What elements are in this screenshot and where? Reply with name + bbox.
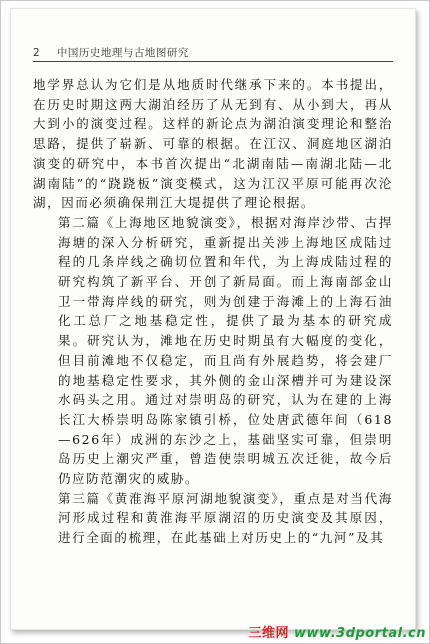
text-line: 为，滩地在历史时期虽有大幅度的变化，但目前滩地不 <box>58 333 393 368</box>
text-line: 北陆—北湖南陆”的“跷跷板”演变模式，这为江汉平 <box>33 155 393 191</box>
paragraph-1 <box>33 75 393 213</box>
site-watermark <box>248 622 426 641</box>
text-line: 进行全面的梳理，在此基础上对历史上的“九河”及其 <box>58 530 385 546</box>
book-title: 中国历史地理与古地图研究 <box>56 47 189 59</box>
header-rule <box>33 61 393 62</box>
document-page <box>10 8 416 630</box>
text-line: 仅稳定，而且尚有外展趋势，将会建厂的地基稳定性要 <box>58 352 393 388</box>
text-line: 据。 <box>286 195 316 211</box>
text-line: 原可能再次沦湖，因而必须确保荆江大堤提供了理论根 <box>33 175 393 211</box>
text-line: 第二篇《上海地区地貌演变》，根据对海岸沙带、古 <box>58 214 379 230</box>
text-line: 在历史时期这两大湖泊经历了从无到有、从小到大，再 <box>33 96 379 112</box>
watermark-url: www.3dportal.cn <box>294 626 426 641</box>
paragraph-3 <box>33 489 393 548</box>
text-line: 海河形成过程和黄淮海平原湖沼的历史演变及其原因， <box>58 490 393 526</box>
text-line: 程的几条岸线之确切位置和年代，为上海成陆过程的研 <box>58 254 393 290</box>
text-line: 区湖泊演变的研究中，本书首次提出“北湖南陆—南湖 <box>33 136 393 171</box>
text-line: 求，其外侧的金山深槽并可为建设深水码头之用。通过 <box>58 372 393 408</box>
text-line: 捍海塘的深入分析研究，重新提出关涉上海地区成陆过 <box>58 214 393 250</box>
text-line: 镇引桥，位处唐武德年间（618—626年）成洲的东沙之 <box>58 411 394 447</box>
text-line: 地学界总认为它们是从地质时代继承下来的。本书提出， <box>33 77 393 92</box>
text-line: 带海岸线的研究，则为创建于海滩上的上海石油化工总 <box>58 293 393 329</box>
text-line: 究构筑了新平台、开创了新局面。而上海南部金山卫一 <box>58 274 393 309</box>
text-line: 对崇明岛的研究，认为在建的上海长江大桥崇明岛陈家 <box>58 392 393 427</box>
text-line: 从大到小的演变过程。这样的新论点为湖泊演变理论和 <box>33 96 393 132</box>
body-text <box>33 75 393 548</box>
text-line: 整治思路，提供了崭新、可靠的根据。在江汉、洞庭地 <box>33 116 393 152</box>
paragraph-2 <box>33 213 393 489</box>
watermark-brand: 三维网 <box>248 626 289 641</box>
running-head <box>33 45 189 60</box>
text-line: 厂之地基稳定性，提供了最为基本的研究成果。研究认 <box>58 313 393 349</box>
text-line: 第三篇《黄淮海平原河湖地貌演变》，重点是对当代 <box>58 490 379 506</box>
text-line: 崇明城五次迁徙，故今后仍应防范潮灾的威胁。 <box>58 451 393 487</box>
text-line: 上，基础坚实可靠，但崇明岛历史上潮灾严重，曾造使 <box>58 431 394 467</box>
page-number: 2 <box>33 47 41 59</box>
